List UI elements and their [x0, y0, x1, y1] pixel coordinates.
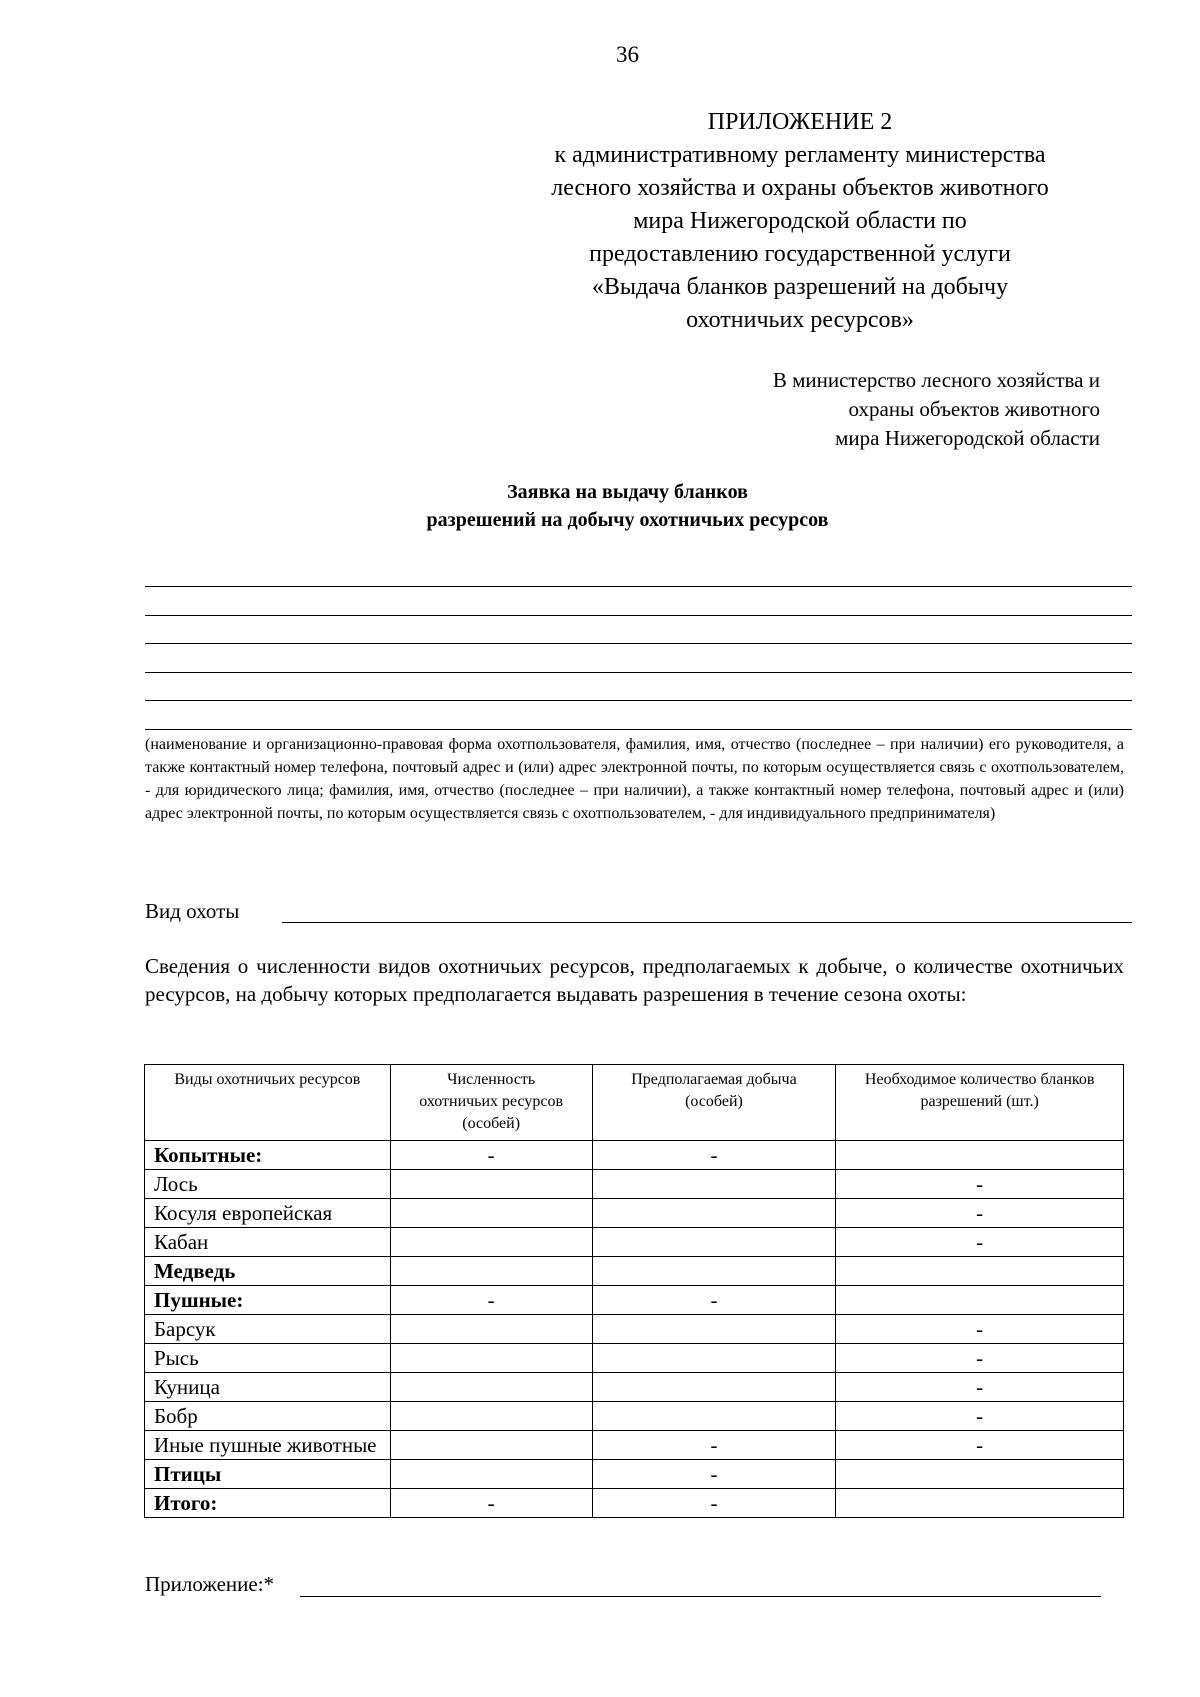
table-row	[145, 1402, 1124, 1431]
resource-name-cell: Копытные:	[145, 1141, 391, 1170]
table-cell[interactable]: -	[592, 1141, 836, 1170]
table-cell[interactable]	[390, 1373, 592, 1402]
table-cell[interactable]	[390, 1228, 592, 1257]
table-row	[145, 1286, 1124, 1315]
addressee-line: В министерство лесного хозяйства и	[772, 368, 1100, 392]
table-cell[interactable]	[592, 1373, 836, 1402]
table-cell[interactable]: -	[592, 1460, 836, 1489]
applicant-fill-line[interactable]	[145, 615, 1132, 616]
table-cell[interactable]	[390, 1344, 592, 1373]
page-number: 36	[616, 42, 639, 67]
hunt-type-label: Вид охоты	[145, 899, 240, 923]
appendix-line: «Выдача бланков разрешений на добычу	[591, 274, 1009, 300]
table-cell[interactable]	[390, 1402, 592, 1431]
table-cell[interactable]: -	[592, 1489, 836, 1518]
table-cell[interactable]: -	[390, 1489, 592, 1518]
table-cell[interactable]: -	[836, 1402, 1124, 1431]
table-cell[interactable]: -	[592, 1431, 836, 1460]
applicant-fill-line[interactable]	[145, 700, 1132, 701]
resource-name-cell: Бобр	[145, 1402, 391, 1431]
resource-name-cell: Косуля европейская	[145, 1199, 391, 1228]
table-cell[interactable]: -	[390, 1141, 592, 1170]
table-cell[interactable]	[390, 1315, 592, 1344]
header-cell: Необходимое количество бланков разрешений (шт.)	[836, 1065, 1124, 1141]
table-cell[interactable]	[836, 1286, 1124, 1315]
table-cell[interactable]: -	[836, 1315, 1124, 1344]
table-row	[145, 1228, 1124, 1257]
resource-name-cell: Пушные:	[145, 1286, 391, 1315]
attachment-fill-line[interactable]	[300, 1596, 1101, 1597]
resource-name-cell: Итого:	[145, 1489, 391, 1518]
table-cell[interactable]	[836, 1141, 1124, 1170]
table-cell[interactable]	[390, 1170, 592, 1199]
appendix-header	[480, 106, 1120, 337]
resource-name-cell: Барсук	[145, 1315, 391, 1344]
appendix-line: охотничьих ресурсов»	[686, 307, 914, 333]
attachment-label: Приложение:*	[145, 1572, 275, 1596]
addressee-line: охраны объектов животного	[848, 397, 1100, 421]
table-cell[interactable]	[390, 1431, 592, 1460]
resources-table	[144, 1064, 1124, 1518]
applicant-fill-line[interactable]	[145, 586, 1132, 587]
addressee-block	[600, 366, 1100, 453]
table-cell[interactable]	[592, 1257, 836, 1286]
appendix-title: ПРИЛОЖЕНИЕ 2	[707, 109, 893, 135]
table-row	[145, 1489, 1124, 1518]
table-row	[145, 1257, 1124, 1286]
table-cell[interactable]: -	[592, 1286, 836, 1315]
table-cell[interactable]: -	[390, 1286, 592, 1315]
applicant-fill-line[interactable]	[145, 643, 1132, 644]
document-title	[0, 478, 1200, 534]
table-cell[interactable]: -	[836, 1228, 1124, 1257]
table-cell[interactable]	[592, 1199, 836, 1228]
table-row	[145, 1460, 1124, 1489]
table-cell[interactable]: -	[836, 1170, 1124, 1199]
addressee-line: мира Нижегородской области	[835, 426, 1100, 450]
table-row	[145, 1170, 1124, 1199]
title-line: разрешений на добычу охотничьих ресурсов	[426, 509, 829, 531]
table-row	[145, 1141, 1124, 1170]
table-cell[interactable]	[592, 1402, 836, 1431]
table-row	[145, 1315, 1124, 1344]
table-cell[interactable]: -	[836, 1344, 1124, 1373]
resource-name-cell: Медведь	[145, 1257, 391, 1286]
table-cell[interactable]	[836, 1489, 1124, 1518]
appendix-line: лесного хозяйства и охраны объектов животного	[551, 175, 1049, 201]
title-line: Заявка на выдачу бланков	[507, 481, 748, 503]
hunt-type-fill-line[interactable]	[282, 922, 1132, 923]
resource-name-cell: Рысь	[145, 1344, 391, 1373]
resource-name-cell: Иные пушные животные	[145, 1431, 391, 1460]
table-cell[interactable]	[836, 1460, 1124, 1489]
table-row	[145, 1199, 1124, 1228]
table-cell[interactable]	[592, 1344, 836, 1373]
applicant-caption: (наименование и организационно-правовая форма охотпользователя, фамилия, имя, отчество (последнее – при наличии) его руководителя, а также контактный номер телефона, почтовый адрес и (или) адрес электронной почты, по которым осуществляется связь с охотпользователем, - для юридического лица; фамилия, имя, отчество (последнее – при наличии), а также контактный номер телефона, почтовый адрес и (или) адрес электронной почты, по которым осуществляется связь с охотпользователем, - для индивидуального предпринимателя)	[145, 736, 1124, 822]
resource-name-cell: Кабан	[145, 1228, 391, 1257]
table-cell[interactable]	[836, 1257, 1124, 1286]
resource-name-cell: Куница	[145, 1373, 391, 1402]
table-cell[interactable]	[592, 1170, 836, 1199]
table-cell[interactable]: -	[836, 1431, 1124, 1460]
info-paragraph: Сведения о численности видов охотничьих ресурсов, предполагаемых к добыче, о количестве охотничьих ресурсов, на добычу которых предполагается выдавать разрешения в течение сезона охоты:	[145, 954, 1124, 1006]
table-cell[interactable]	[390, 1460, 592, 1489]
appendix-line: мира Нижегородской области по	[633, 208, 967, 234]
appendix-line: предоставлению государственной услуги	[589, 241, 1011, 267]
table-cell[interactable]	[390, 1257, 592, 1286]
table-cell[interactable]	[592, 1228, 836, 1257]
resource-name-cell: Лось	[145, 1170, 391, 1199]
header-cell: Предполагаемая добыча (особей)	[592, 1065, 836, 1141]
resource-name-cell: Птицы	[145, 1460, 391, 1489]
table-row	[145, 1344, 1124, 1373]
appendix-line: к административному регламенту министерства	[554, 142, 1046, 168]
table-cell[interactable]	[390, 1199, 592, 1228]
table-header-row	[145, 1065, 1124, 1141]
header-cell: Виды охотничьих ресурсов	[145, 1065, 391, 1141]
header-cell: Численность охотничьих ресурсов (особей)	[390, 1065, 592, 1141]
table-cell[interactable]: -	[836, 1373, 1124, 1402]
table-cell[interactable]: -	[836, 1199, 1124, 1228]
table-row	[145, 1431, 1124, 1460]
applicant-fill-line[interactable]	[145, 729, 1132, 730]
table-cell[interactable]	[592, 1315, 836, 1344]
table-row	[145, 1373, 1124, 1402]
applicant-fill-line[interactable]	[145, 672, 1132, 673]
